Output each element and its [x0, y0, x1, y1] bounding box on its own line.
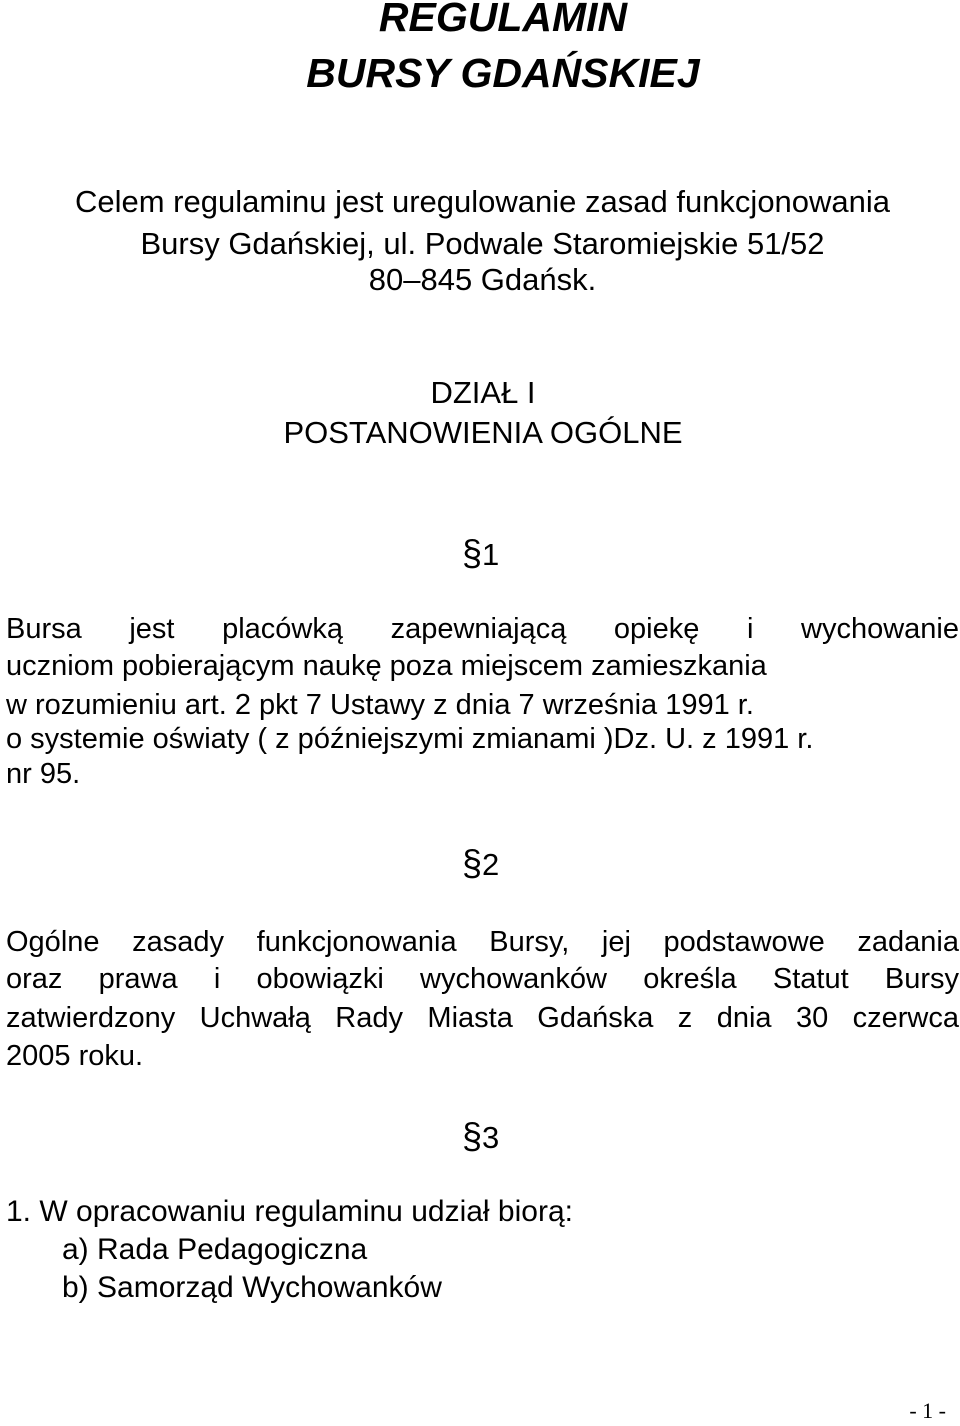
paragraph-1-heading — [462, 534, 499, 574]
paragraph-1-line-3: w rozumieniu art. 2 pkt 7 Ustawy z dnia 7 września 1991 r. — [6, 689, 754, 721]
section-number: DZIAŁ I — [430, 375, 536, 410]
paragraph-1-line-4: o systemie oświaty ( z późniejszymi zmianami )Dz. U. z 1991 r. — [6, 723, 814, 755]
paragraph-2-line-2: oraz prawa i obowiązki wychowanków określa Statut Bursy — [6, 963, 959, 995]
intro-line-1: Celem regulaminu jest uregulowanie zasad funkcjonowania — [74, 184, 891, 219]
section-sign-icon: § — [462, 532, 483, 573]
paragraph-1-line-1: Bursa jest placówką zapewniającą opiekę i wychowanie — [6, 613, 959, 645]
paragraph-3-list-intro: 1. W opracowaniu regulaminu udział biorą: — [6, 1195, 573, 1228]
paragraph-2-line-1: Ogólne zasady funkcjonowania Bursy, jej podstawowe zadania — [6, 926, 959, 958]
paragraph-3-list-item-a: a) Rada Pedagogiczna — [62, 1233, 368, 1266]
document-title-line-2: BURSY GDAŃSKIEJ — [306, 50, 700, 96]
paragraph-2-line-3: zatwierdzony Uchwałą Rady Miasta Gdańska z dnia 30 czerwca — [6, 1002, 959, 1034]
section-name: POSTANOWIENIA OGÓLNE — [283, 415, 683, 450]
paragraph-2-heading — [462, 844, 499, 884]
intro-line-2: Bursy Gdańskiej, ul. Podwale Staromiejskie 51/52 — [140, 226, 825, 261]
paragraph-number: 3 — [482, 1120, 500, 1155]
paragraph-3-list-item-b: b) Samorząd Wychowanków — [62, 1271, 442, 1304]
paragraph-2-line-4: 2005 roku. — [6, 1040, 144, 1072]
paragraph-number: 2 — [482, 847, 500, 882]
intro-line-3: 80–845 Gdańsk. — [368, 262, 597, 297]
section-sign-icon: § — [462, 842, 483, 883]
section-sign-icon: § — [462, 1115, 483, 1156]
paragraph-3-heading — [462, 1117, 499, 1157]
paragraph-1-line-2: uczniom pobierającym naukę poza miejscem zamieszkania — [6, 650, 767, 682]
document-title-line-1: REGULAMIN — [378, 0, 628, 40]
paragraph-number: 1 — [482, 537, 500, 572]
paragraph-1-line-5: nr 95. — [6, 758, 81, 790]
page-number: - 1 - — [909, 1398, 946, 1423]
